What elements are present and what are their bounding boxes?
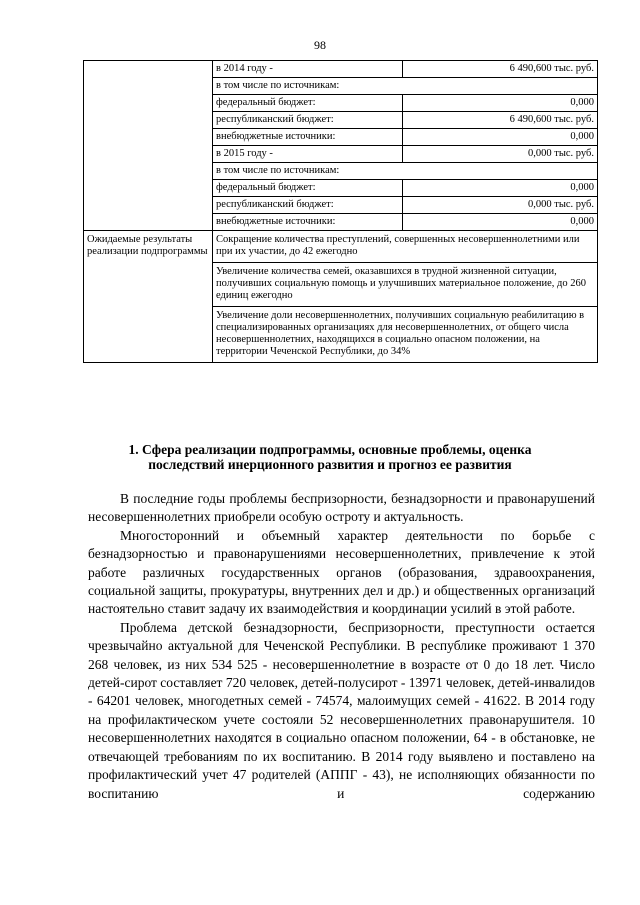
- finance-label: федеральный бюджет:: [213, 180, 403, 197]
- expected-results-label: Ожидаемые результаты реализации подпрограммы: [84, 231, 213, 363]
- finance-label: федеральный бюджет:: [213, 95, 403, 112]
- paragraph: Проблема детской безнадзорности, беспризорности, преступности остается чрезвычайно актуальной для Чеченской Республики. В республике проживают 1 370 268 человек, из них 534 525 - несовершеннолетние в возрасте от 0 до 18 лет. Число детей-сирот составляет 720 человек, детей-полусирот - 13971 человек, детей-инвалидов - 64201 человек, многодетных семей - 74574, малоимущих семей - 41622. В 2014 году на профилактическом учете состояли 52 несовершеннолетних правонарушителя. 10 несовершеннолетних находятся в социально опасном положении, 64 - в обстановке, не отвечающей требованиям по их воспитанию. В 2014 году выявлено и поставлено на профилактический учет 47 родителей (АППГ - 43), не исполняющих обязанности по воспитанию и содержанию: [88, 619, 595, 801]
- finance-value: 0,000: [403, 214, 598, 231]
- finance-value: 0,000: [403, 180, 598, 197]
- finance-label: в том числе по источникам:: [213, 78, 598, 95]
- table-row: [84, 231, 598, 263]
- paragraph: В последние годы проблемы беспризорности, безнадзорности и правонарушений несовершеннолетних приобрели особую остроту и актуальность.: [88, 491, 595, 525]
- finance-value: 0,000 тыс. руб.: [403, 197, 598, 214]
- finance-label: в 2015 году -: [213, 146, 403, 163]
- finance-label: внебюджетные источники:: [213, 129, 403, 146]
- finance-label: республиканский бюджет:: [213, 197, 403, 214]
- empty-label-cell: [84, 61, 213, 231]
- page-number: 98: [314, 38, 326, 52]
- expected-result-item: Сокращение количества преступлений, совершенных несовершеннолетними или при их участии, до 42 ежегодно: [213, 231, 598, 263]
- finance-label: в 2014 году -: [213, 61, 403, 78]
- section-title: 1. Сфера реализации подпрограммы, основные проблемы, оценка последствий инерционного развития и прогноз ее развития: [128, 442, 532, 472]
- program-passport-table: [83, 60, 598, 363]
- finance-value: 6 490,600 тыс. руб.: [403, 61, 598, 78]
- finance-label: внебюджетные источники:: [213, 214, 403, 231]
- finance-value: 6 490,600 тыс. руб.: [403, 112, 598, 129]
- finance-value: 0,000: [403, 129, 598, 146]
- section-body: [88, 490, 595, 803]
- finance-value: 0,000 тыс. руб.: [403, 146, 598, 163]
- finance-value: 0,000: [403, 95, 598, 112]
- expected-result-item: Увеличение доли несовершеннолетних, получивших социальную реабилитацию в специализированных организациях для несовершеннолетних, от общего числа несовершеннолетних, находящихся в социально опасном положении, на территории Чеченской Республики, до 34%: [213, 307, 598, 363]
- table-row: [84, 61, 598, 78]
- expected-result-item: Увеличение количества семей, оказавшихся в трудной жизненной ситуации, получивших социальную помощь и улучшивших материальное положение, до 260 единиц ежегодно: [213, 263, 598, 307]
- paragraph: Многосторонний и объемный характер деятельности по борьбе с безнадзорностью и правонарушениями несовершеннолетних, привлечение к этой работе различных государственных органов (образования, здравоохранения, социальной защиты, прокуратуры, внутренних дел и др.) и общественных организаций настоятельно ставит задачу их взаимодействия и координации усилий в этой работе.: [88, 527, 595, 617]
- finance-label: республиканский бюджет:: [213, 112, 403, 129]
- finance-label: в том числе по источникам:: [213, 163, 598, 180]
